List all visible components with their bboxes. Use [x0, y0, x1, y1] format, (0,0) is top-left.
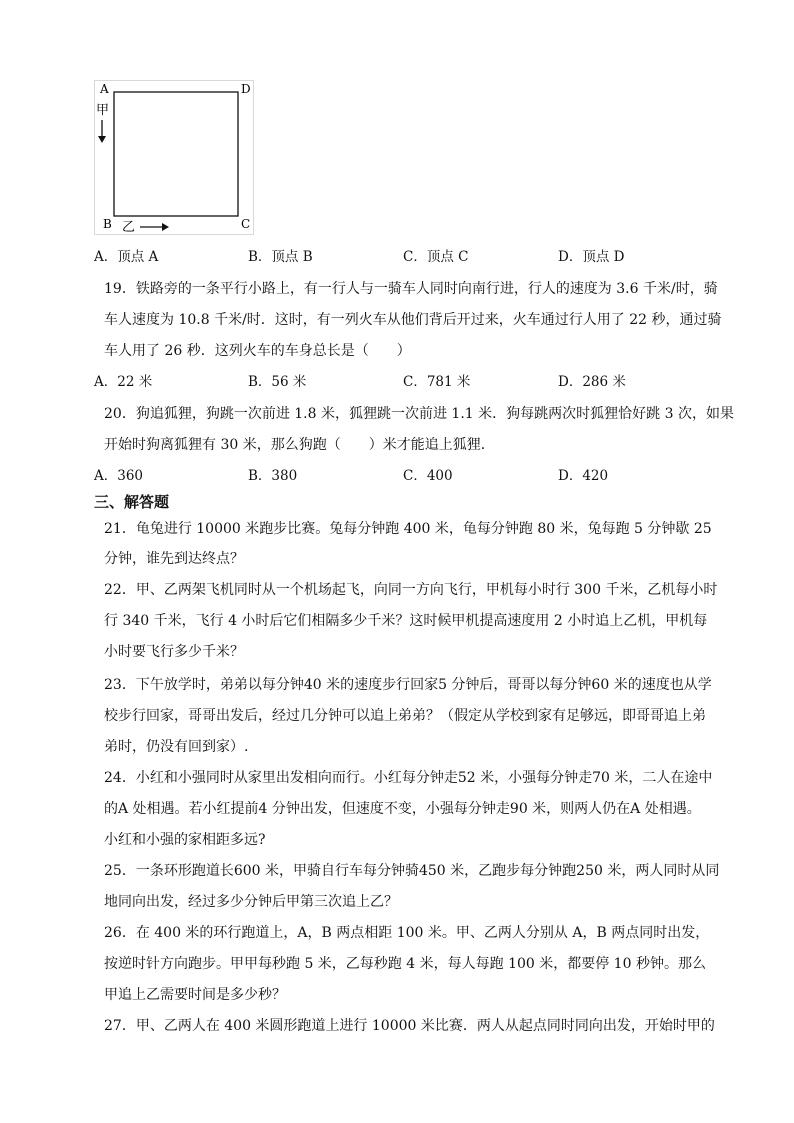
q19-option-c[interactable]: C．781 米 — [403, 374, 471, 390]
vertex-a-label: A — [100, 82, 109, 96]
q19-option-a[interactable]: A．22 米 — [94, 374, 153, 390]
square-diagram — [94, 80, 254, 235]
q25-line-1: 25．一条环形跑道长600 米，甲骑自行车每分钟骑450 米，乙跑步每分钟跑250 米，两人同时从同 — [104, 863, 720, 879]
q22-line-2: 行 340 千米，飞行 4 小时后它们相隔多少千米？这时候甲机提高速度用 2 小时追上乙机，甲机每 — [104, 613, 708, 629]
q19-option-d[interactable]: D．286 米 — [558, 374, 626, 390]
q20-line-2: 开始时狗离狐狸有 30 米，那么狗跑（ ）米才能追上狐狸． — [104, 437, 495, 453]
q24-line-3: 小红和小强的家相距多远? — [104, 832, 266, 848]
q20-option-a[interactable]: A．360 — [94, 468, 144, 484]
yi-label: 乙 — [122, 220, 136, 235]
q26-line-1: 26．在 400 米的环行跑道上，A，B 两点相距 100 米。甲、乙两人分别从 A，B 两点同时出发， — [104, 925, 710, 941]
yi-arrow-right-icon — [162, 223, 169, 231]
section-title: 三、解答题 — [94, 493, 170, 511]
jia-arrow-down-icon — [98, 136, 106, 143]
q25-line-2: 地同向出发，经过多少分钟后甲第三次追上乙？ — [104, 894, 398, 910]
q20-option-c[interactable]: C．400 — [403, 468, 453, 484]
vertex-b-label: B — [103, 217, 112, 231]
q20-line-1: 20．狗追狐狸，狗跳一次前进 1.8 米，狐狸跳一次前进 1.1 米．狗每跳两次时狐狸恰好跳 3 次，如果 — [104, 406, 734, 422]
square-abcd — [114, 92, 238, 216]
q19-option-b[interactable]: B．56 米 — [248, 374, 307, 390]
q21-line-1: 21．龟兔进行 10000 米跑步比赛。兔每分钟跑 400 米，龟每分钟跑 80 米，兔每跑 5 分钟歇 25 — [104, 521, 712, 537]
square-figure — [94, 80, 254, 235]
q22-line-1: 22．甲、乙两架飞机同时从一个机场起飞，向同一方向飞行，甲机每小时行 300 千米，乙机每小时 — [104, 582, 718, 598]
q27-line-1: 27．甲、乙两人在 400 米圆形跑道上进行 10000 米比赛．两人从起点同时同向出发，开始时甲的 — [104, 1018, 715, 1034]
q22-line-3: 小时要飞行多少千米？ — [104, 644, 244, 660]
jia-label: 甲 — [96, 103, 110, 118]
q19-line-3: 车人用了 26 秒．这列火车的车身总长是（ ） — [104, 343, 411, 359]
q19-line-1: 19．铁路旁的一条平行小路上，有一行人与一骑车人同时向南行进，行人的速度为 3.6 千米/时，骑 — [104, 281, 718, 297]
q20-option-b[interactable]: B．380 — [248, 468, 298, 484]
q23-line-2: 校步行回家，哥哥出发后，经过几分钟可以追上弟弟？（假定从学校到家有足够远，即哥哥追上弟 — [104, 708, 706, 724]
q21-line-2: 分钟，谁先到达终点？ — [104, 551, 244, 567]
q20-option-d[interactable]: D．420 — [558, 468, 609, 484]
q18-option-b[interactable]: B．顶点 B — [248, 249, 313, 265]
q18-option-c[interactable]: C．顶点 C — [403, 249, 469, 265]
q18-option-a[interactable]: A．顶点 A — [94, 249, 159, 265]
q26-line-3: 甲追上乙需要时间是多少秒？ — [104, 987, 286, 1003]
vertex-d-label: D — [241, 82, 251, 96]
q23-line-3: 弟时，仍没有回到家）. — [104, 739, 249, 755]
q18-option-d[interactable]: D．顶点 D — [558, 249, 625, 265]
vertex-c-label: C — [241, 217, 251, 231]
q26-line-2: 按逆时针方向跑步。甲甲每秒跑 5 米，乙每秒跑 4 米，每人每跑 100 米，都要停 10 秒钟。那么 — [104, 956, 706, 972]
q19-line-2: 车人速度为 10.8 千米/时．这时，有一列火车从他们背后开过来，火车通过行人用了 22 秒，通过骑 — [104, 312, 722, 328]
figure-frame — [95, 81, 254, 235]
q24-line-2: 的A 处相遇。若小红提前4 分钟出发，但速度不变，小强每分钟走90 米，则两人仍在A 处相遇。 — [104, 801, 701, 817]
q23-line-1: 23．下午放学时，弟弟以每分钟40 米的速度步行回家5 分钟后，哥哥以每分钟60 米的速度也从学 — [104, 677, 712, 693]
q24-line-1: 24．小红和小强同时从家里出发相向而行。小红每分钟走52 米，小强每分钟走70 米，二人在途中 — [104, 770, 713, 786]
